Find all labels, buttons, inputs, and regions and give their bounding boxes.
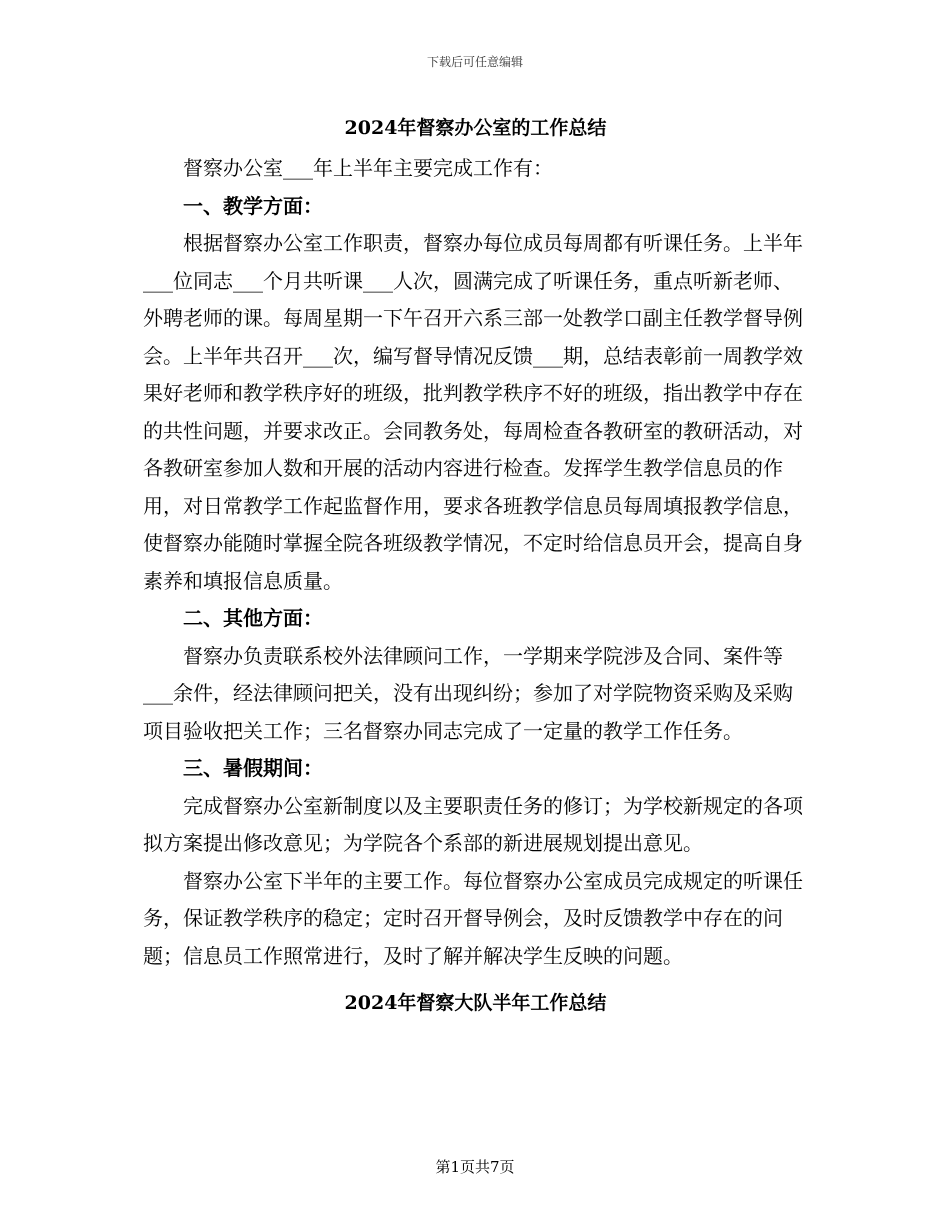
page-header: 下载后可任意编辑 — [426, 55, 523, 69]
intro-paragraph: 督察办公室___年上半年主要完成工作有： — [183, 156, 553, 180]
section-body-other: 督察办负责联系校外法律顾问工作，一学期来学院涉及合同、案件等___余件，经法律顾问把关，没有出现纠纷；参加了对学院物资采购及采购项目验收把关工作；三名督察办同志完成了一定量的教学工作任务。 — [143, 643, 793, 743]
section-body-summer: 完成督察办公室新制度以及主要职责任务的修订；为学校新规定的各项拟方案提出修改意见；为学院各个系部的新进展规划提出意见。 — [143, 793, 803, 855]
section-body-second-half: 督察办公室下半年的主要工作。每位督察办公室成员完成规定的听课任务，保证教学秩序的稳定；定时召开督导例会，及时反馈教学中存在的问题；信息员工作照常进行，及时了解并解决学生反映的问题。 — [143, 868, 803, 968]
second-document-title: 2024年督察大队半年工作总结 — [344, 992, 607, 1014]
section-heading-other: 二、其他方面： — [183, 606, 323, 630]
section-heading-summer: 三、暑假期间： — [183, 756, 323, 780]
document-title: 2024年督察办公室的工作总结 — [344, 117, 607, 139]
section-body-teaching: 根据督察办公室工作职责，督察办每位成员每周都有听课任务。上半年___位同志___个月共听课___人次，圆满完成了听课任务，重点听新老师、外聘老师的课。每周星期一下午召开六系三部一处教学口副主任教学督导例会。上半年共召开___次，编写督导情况反馈___期，总结表彰前一周教学效果好老师和教学秩序好的班级，批判教学秩序不好的班级，指出教学中存在的共性问题，并要求改正。会同教务处，每周检查各教研室的教研活动，对各教研室参加人数和开展的活动内容进行检查。发挥学生教学信息员的作用，对日常教学工作起监督作用，要求各班教学信息员每周填报教学信息，使督察办能随时掌握全院各班级教学情况，不定时给信息员开会，提高自身素养和填报信息质量。 — [143, 231, 803, 593]
document-body — [143, 112, 808, 1019]
page-footer: 第1页共7页 — [435, 1158, 515, 1176]
section-heading-teaching: 一、教学方面： — [183, 193, 323, 218]
